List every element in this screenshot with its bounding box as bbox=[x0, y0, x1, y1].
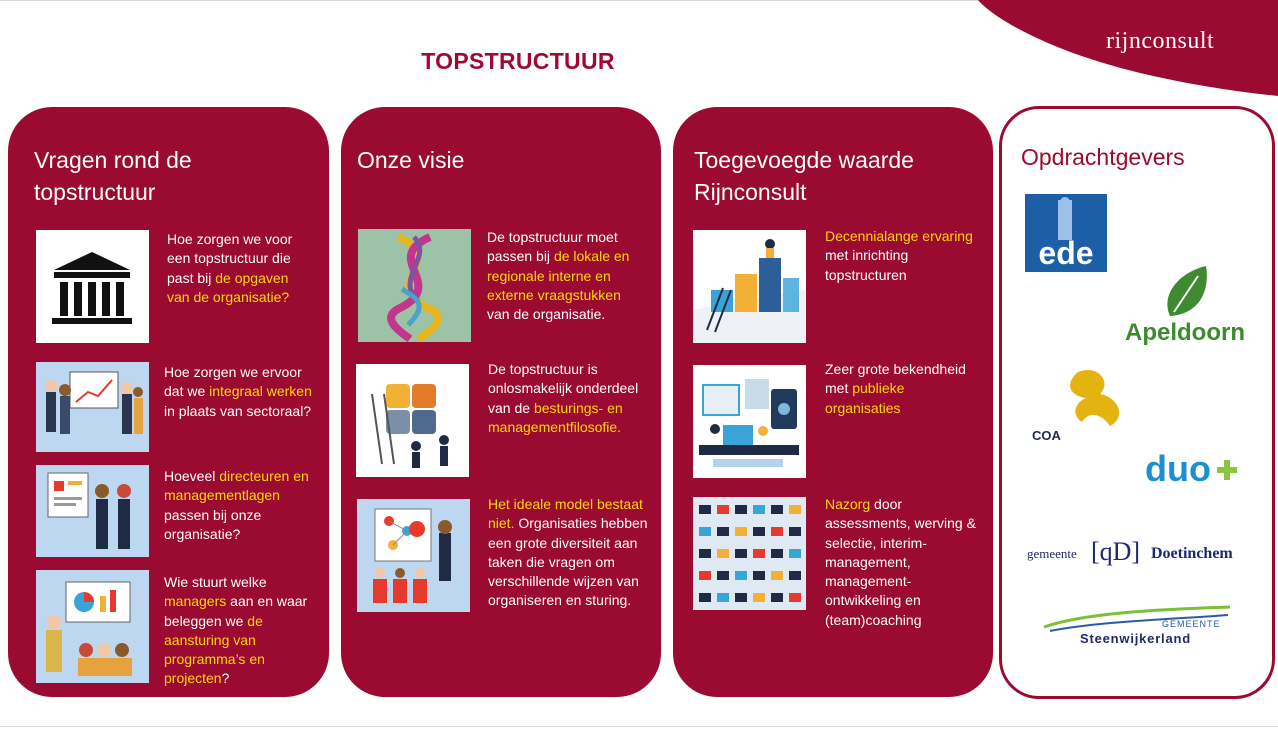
value-text: Nazorg door assessments, werving & selectie, interim-management, management-ontwikkeling en (team)coaching bbox=[825, 496, 976, 628]
question-text: Hoe zorgen we voor een topstructuur die past bij de opgaven van de organisatie? bbox=[167, 231, 293, 305]
clients-panel bbox=[999, 106, 1275, 699]
question-text: Hoeveel directeuren en managementlagen passen bij onze organisatie? bbox=[164, 468, 309, 542]
dna-helix-icon bbox=[358, 229, 471, 342]
card-vision bbox=[341, 107, 661, 697]
svg-text:gemeente: gemeente bbox=[1027, 546, 1077, 561]
ede-logo bbox=[1025, 194, 1107, 272]
card-title: Onze visie bbox=[357, 147, 465, 173]
workspace-icon bbox=[693, 365, 806, 478]
svg-text:COA: COA bbox=[1032, 428, 1061, 443]
managers-board-icon bbox=[36, 465, 149, 557]
duo-logo bbox=[1145, 449, 1241, 489]
question-text: Wie stuurt welke managers aan en waar beleggen we de aansturing van programma’s en projecten? bbox=[164, 574, 308, 687]
clients-title: Opdrachtgevers bbox=[1021, 144, 1185, 170]
page-title: TOPSTRUCTUUR bbox=[421, 48, 615, 74]
coa-logo bbox=[1030, 362, 1140, 444]
card-title: Toegevoegde waarde Rijnconsult bbox=[694, 147, 914, 205]
card-title: Vragen rond de topstructuur bbox=[34, 147, 192, 205]
meeting-audience-icon bbox=[36, 570, 149, 683]
people-grid-icon bbox=[693, 497, 806, 610]
svg-text:[qD]: [qD] bbox=[1091, 537, 1141, 566]
presentation-team-icon bbox=[36, 362, 149, 452]
rijnconsult-logo: rijnconsult bbox=[1106, 28, 1215, 54]
svg-text:Doetinchem: Doetinchem bbox=[1151, 545, 1233, 562]
puzzle-team-icon bbox=[356, 364, 469, 477]
doetinchem-logo bbox=[1027, 535, 1255, 569]
card-added-value bbox=[673, 107, 993, 697]
svg-text:duo: duo bbox=[1145, 449, 1211, 489]
svg-text:Steenwijkerland: Steenwijkerland bbox=[1080, 631, 1191, 646]
bottom-divider bbox=[0, 726, 1278, 727]
card-questions bbox=[8, 107, 329, 697]
vision-text: De topstructuur is onlosmakelijk onderdeel van de besturings- en managementfilosofie. bbox=[488, 361, 639, 435]
apeldoorn-logo bbox=[1124, 264, 1246, 346]
government-building-icon bbox=[36, 230, 149, 343]
steenwijkerland-logo bbox=[1040, 597, 1236, 647]
value-text: Zeer grote bekendheid met publieke organisaties bbox=[825, 361, 966, 416]
value-text: Decennialange ervaring met inrichting topstructuren bbox=[825, 228, 973, 283]
vision-text: Het ideale model bestaat niet. Organisaties hebben een grote diversiteit aan taken die vragen om verschillende wijzen van organiseren en sturing. bbox=[488, 496, 648, 609]
svg-text:GEMEENTE: GEMEENTE bbox=[1162, 619, 1221, 629]
svg-text:Apeldoorn: Apeldoorn bbox=[1125, 319, 1245, 346]
vision-text: De topstructuur moet passen bij de lokale en regionale interne en externe vraagstukken van de organisatie. bbox=[487, 229, 630, 323]
organisation-model-icon bbox=[357, 499, 470, 612]
growth-stairs-icon bbox=[693, 230, 806, 343]
question-text: Hoe zorgen we ervoor dat we integraal werken in plaats van sectoraal? bbox=[164, 364, 312, 419]
svg-text:ede: ede bbox=[1038, 235, 1094, 271]
